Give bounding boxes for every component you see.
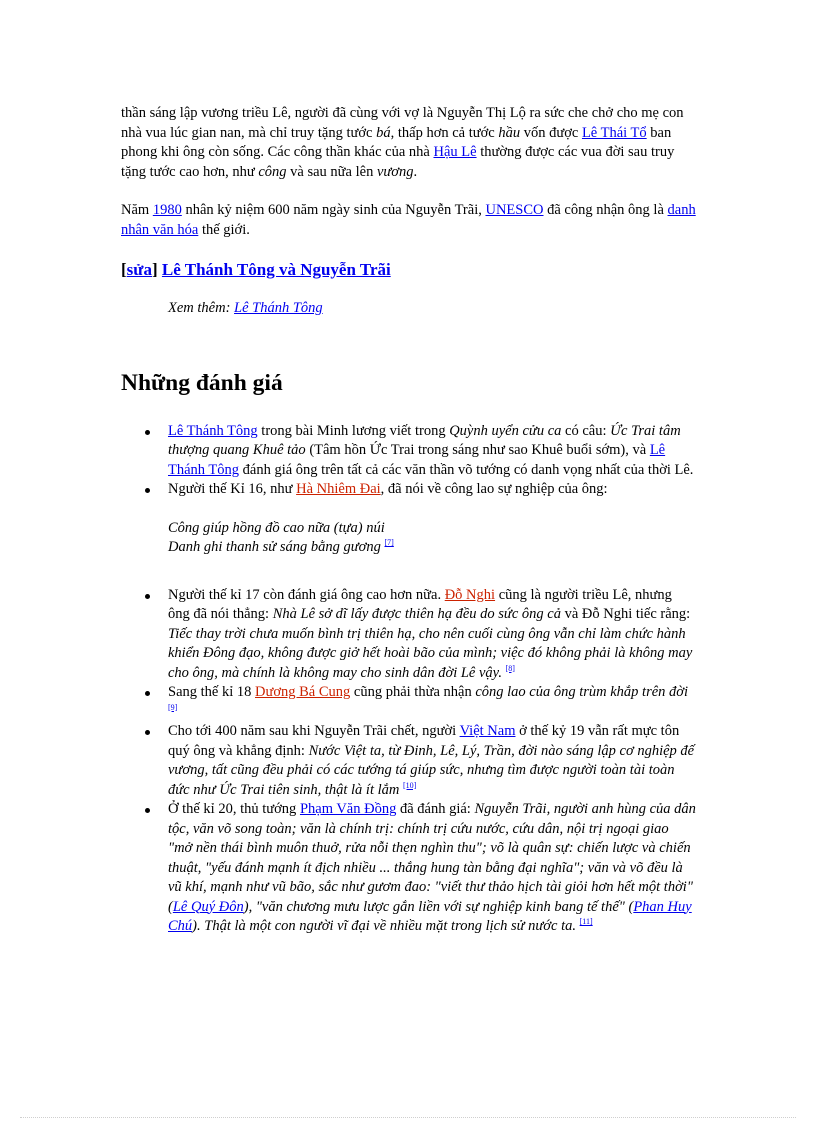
evaluation-list — [121, 422, 696, 937]
edit-section-link[interactable]: sửa — [126, 260, 152, 279]
link-do-nghi[interactable]: Đỗ Nghi — [444, 586, 496, 603]
verse-quote: Công giúp hồng đồ cao nữa (tựa) núi Danh ghi thanh sử sáng bằng gương [7] — [168, 519, 394, 555]
paragraph-unesco: Năm 1980 nhân kỷ niệm 600 năm ngày sinh của Nguyễn Trãi, UNESCO đã công nhận ông là danh nhân văn hóa thế giới. — [121, 202, 696, 238]
link-le-thanh-tong[interactable]: Lê Thánh Tông — [168, 422, 258, 439]
link-pham-van-dong[interactable]: Phạm Văn Đồng — [299, 801, 397, 817]
section-heading-le-thanh-tong: [sửa] Lê Thánh Tông và Nguyễn Trãi — [121, 260, 391, 279]
see-also: Xem thêm: Lê Thánh Tông — [168, 300, 323, 316]
list-item: Lê Thánh Tông trong bài Minh lương viết trong Quỳnh uyển cửu ca có câu: Ức Trai tâm thượng quang Khuê tảo (Tâm hồn Ức Trai trong sáng như sao Khuê buổi sớm), và Lê Thánh Tông đánh giá ông trên tất cả các văn thần võ tướng có danh vọng nhất của thời Lê. — [168, 422, 696, 481]
link-danh-nhan-van-hoa[interactable]: danh nhân văn hóa — [121, 202, 696, 238]
list-item: Người thế Kỉ 16, như Hà Nhiêm Đai, đã nói về công lao sự nghiệp của ông: Công giúp hồng đồ cao nữa (tựa) núi Danh ghi thanh sử sáng bằng gương [7] — [168, 480, 696, 558]
link-duong-ba-cung[interactable]: Dương Bá Cung — [255, 684, 351, 700]
section-title-link[interactable]: Lê Thánh Tông và Nguyễn Trãi — [161, 260, 391, 279]
link-le-quy-don[interactable]: Lê Quý Đôn — [172, 898, 244, 915]
link-unesco[interactable]: UNESCO — [485, 202, 544, 218]
link-le-thanh-tong-2[interactable]: Lê Thánh Tông — [168, 442, 666, 478]
article-content — [121, 104, 696, 937]
citation-9[interactable]: [9] — [168, 702, 178, 712]
link-hau-le[interactable]: Hậu Lê — [433, 144, 477, 160]
section-heading-danh-gia: Những đánh giá — [121, 369, 283, 396]
citation-11[interactable]: [11] — [579, 917, 593, 927]
link-viet-nam[interactable]: Việt Nam — [459, 723, 516, 739]
citation-8[interactable]: [8] — [505, 663, 515, 673]
citation-10[interactable]: [10] — [403, 780, 417, 790]
list-item: Người thế kỉ 17 còn đánh giá ông cao hơn nữa. Đỗ Nghi cũng là người triều Lê, nhưng ông đã nói thẳng: Nhà Lê sở dĩ lấy được thiên hạ đều do sức ông cả và Đỗ Nghi tiếc rằng: Tiếc thay trời chưa muốn bình trị thiên hạ, cho nên cuối cùng ông vẫn chỉ làm chức hành khiển Đông đạo, không được giở hết hoài bão của mình; việc đó không phải là không may cho ông, mà chính là không may cho sinh dân đời Lê vậy. [8] — [168, 586, 696, 684]
link-phan-huy-chu[interactable]: Phan Huy Chú — [168, 898, 692, 934]
paragraph-intro: thần sáng lập vương triều Lê, người đã cùng với vợ là Nguyễn Thị Lộ ra sức che chở cho mẹ con nhà vua lúc gian nan, mà chỉ truy tặng tước bá, thấp hơn cả tước hầu vốn được Lê Thái Tổ ban phong khi ông còn sống. Các công thần khác của nhà Hậu Lê thường được các vua đời sau truy tặng tước cao hơn, như công và sau nữa lên vương. — [121, 105, 684, 180]
link-le-thai-to[interactable]: Lê Thái Tổ — [581, 124, 647, 141]
list-item: Ở thế kỉ 20, thủ tướng Phạm Văn Đồng đã đánh giá: Nguyễn Trãi, người anh hùng của dân tộc, văn võ song toàn; văn là chính trị: chính trị cứu nước, cứu dân, nội trị ngoại giao "mở nền thái bình muôn thuở, rửa nỗi thẹn nghìn thu"; võ là quân sự: chiến lược và chiến thuật, "yếu đánh mạnh ít địch nhiều ... thắng hung tàn bằng đại nghĩa"; văn và võ đều là vũ khí, mạnh như vũ bão, sắc như gươm đao: "viết thư thảo hịch tài giỏi hơn hết một thời" (Lê Quý Đôn), "văn chương mưu lược gắn liền với sự nghiệp kinh bang tế thế" (Phan Huy Chú). Thật là một con người vĩ đại về nhiều mặt trong lịch sử nước ta. [11] — [168, 800, 696, 937]
link-1980[interactable]: 1980 — [152, 202, 182, 218]
list-item: Cho tới 400 năm sau khi Nguyễn Trãi chết, người Việt Nam ở thế kỷ 19 vẫn rất mực tôn quý ông và khẳng định: Nước Việt ta, từ Đinh, Lê, Lý, Trần, đời nào sáng lập cơ nghiệp đế vương, tất cũng đều phải có các tướng tá giúp sức, nhưng tìm được người toàn tài toàn đức như Ức Trai tiên sinh, thật là ít lắm [10] — [168, 722, 696, 800]
see-also-link-le-thanh-tong[interactable]: Lê Thánh Tông — [234, 300, 323, 316]
link-ha-nhiem-dai[interactable]: Hà Nhiêm Đai — [296, 481, 381, 497]
list-item: Sang thế kỉ 18 Dương Bá Cung cũng phải thừa nhận công lao của ông trùm khắp trên đời [9] — [168, 683, 696, 722]
citation-7[interactable]: [7] — [384, 538, 394, 548]
page-bottom-divider — [20, 1117, 796, 1118]
